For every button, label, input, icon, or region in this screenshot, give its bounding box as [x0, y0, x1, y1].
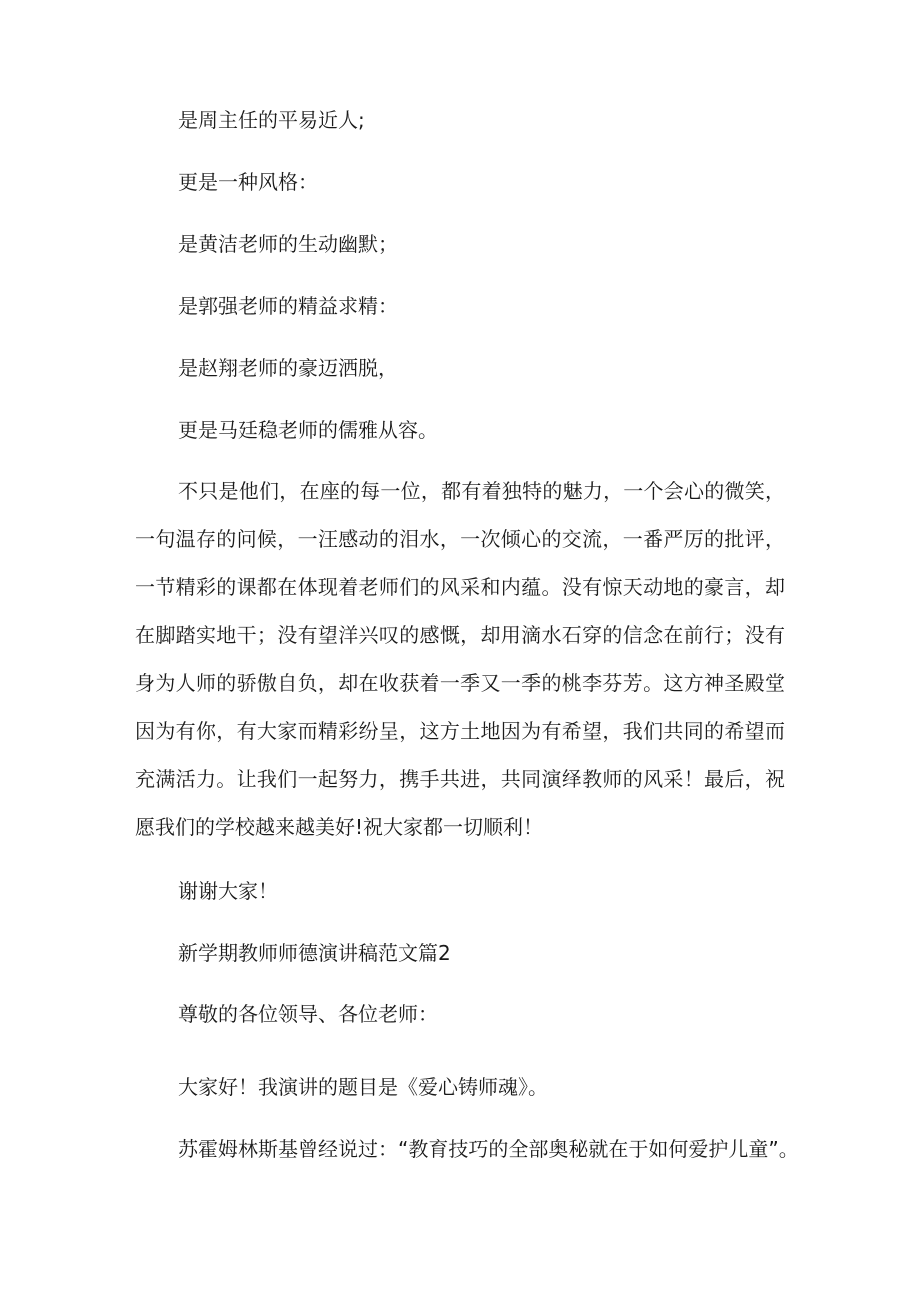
- quote-line: 苏霍姆林斯基曾经说过：“教育技巧的全部奥秘就在于如何爱护儿童”。: [178, 1137, 799, 1161]
- closing-thanks: 谢谢大家！: [178, 879, 278, 903]
- salutation: 尊敬的各位领导、各位老师：: [178, 1002, 438, 1026]
- text-line: 是黄洁老师的生动幽默；: [178, 232, 398, 256]
- section-title: 新学期教师师德演讲稿范文篇2: [178, 941, 451, 965]
- greeting-line: 大家好！我演讲的题目是《爱心铸师魂》。: [178, 1075, 548, 1099]
- body-paragraph: 不只是他们，在座的每一位，都有着独特的魅力，一个会心的微笑，一句温存的问候，一汪感动的泪水，一次倾心的交流，一番严厉的批评，一节精彩的课都在体现着老师们的风采和内蕴。没有惊天动地的豪言，却在脚踏实地干；没有望洋兴叹的感慨，却用滴水石穿的信念在前行；没有身为人师的骄傲自负，却在收获着一季又一季的桃李芬芳。这方神圣殿堂因为有你，有大家而精彩纷呈，这方土地因为有希望，我们共同的希望而充满活力。让我们一起努力，携手共进，共同演绎教师的风采！最后，祝愿我们的学校越来越美好!祝大家都一切顺利！: [135, 479, 785, 839]
- text-line: 是郭强老师的精益求精：: [178, 294, 398, 318]
- text-line: 更是马廷稳老师的儒雅从容。: [178, 418, 438, 442]
- text-line: 是赵翔老师的豪迈洒脱，: [178, 356, 398, 380]
- text-line: 更是一种风格：: [178, 170, 318, 194]
- text-line: 是周主任的平易近人;: [178, 108, 365, 132]
